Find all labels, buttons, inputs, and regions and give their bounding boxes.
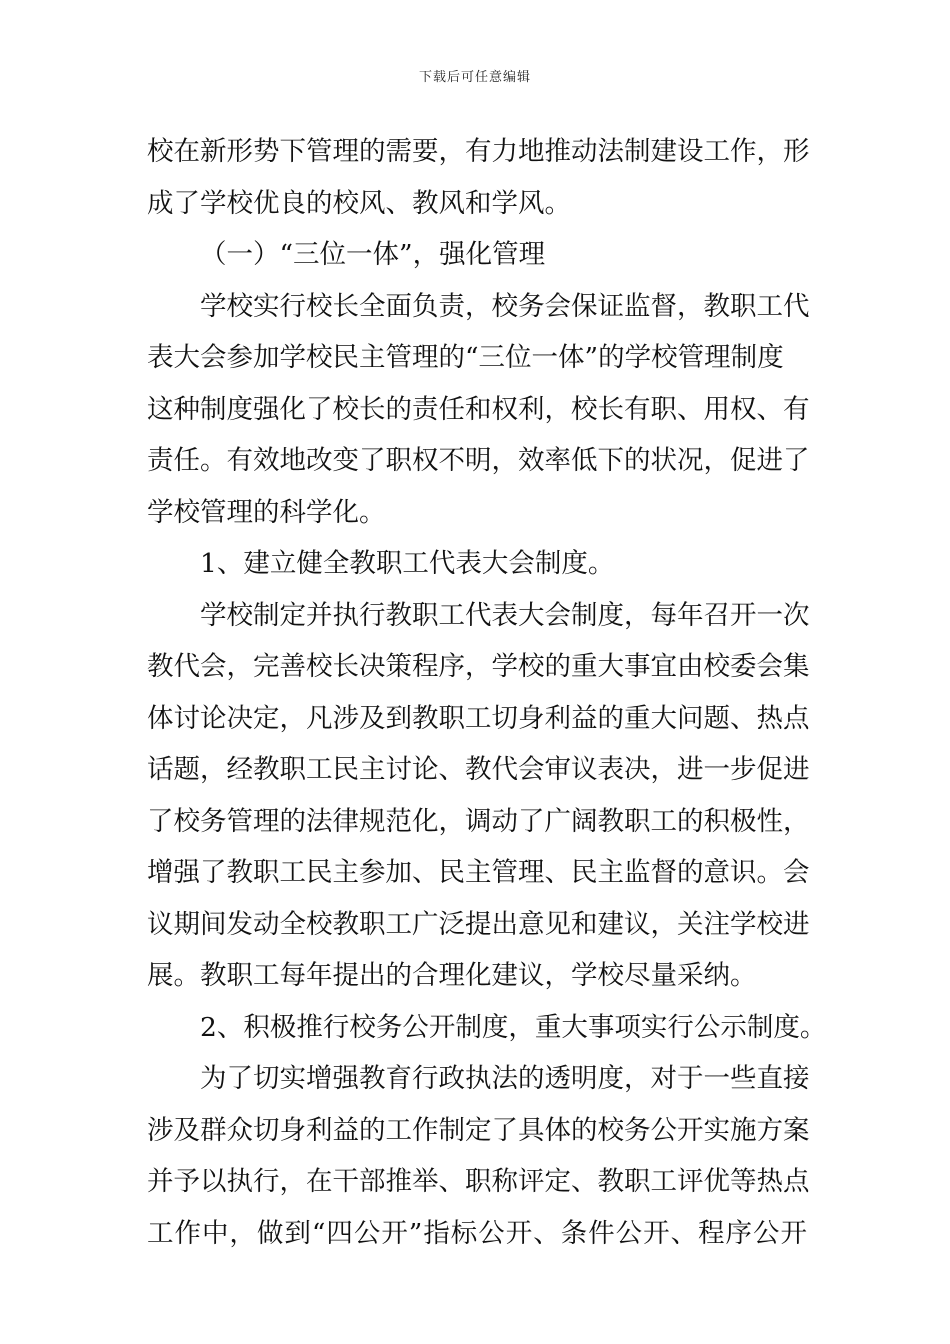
body-line: 了校务管理的法律规范化，调动了广阔教职工的积极性， [147, 805, 810, 837]
body-line: 学校实行校长全面负责，校务会保证监督，教职工代 [200, 290, 810, 322]
body-line: 增强了教职工民主参加、民主管理、民主监督的意识。会 [147, 857, 810, 888]
body-line: 责任。有效地改变了职权不明，效率低下的状况，促进了 [147, 445, 810, 476]
body-line: 教代会，完善校长决策程序，学校的重大事宜由校委会集 [147, 651, 810, 682]
body-line: 体讨论决定，凡涉及到教职工切身利益的重大问题、热点 [147, 702, 810, 734]
body-line: 工作中，做到“四公开”指标公开、条件公开、程序公开 [147, 1217, 807, 1249]
body-line: 为了切实增强教育行政执法的透明度，对于一些直接 [200, 1063, 810, 1094]
body-line: 议期间发动全校教职工广泛提出意见和建议，关注学校进 [147, 908, 810, 940]
subsection-heading: 2、积极推行校务公开制度，重大事项实行公示制度。 [200, 1011, 827, 1043]
body-line: 表大会参加学校民主管理的“三位一体”的学校管理制度 [147, 342, 784, 373]
page-header: 下载后可任意编辑 [418, 70, 531, 85]
subsection-heading: 1、建立健全教职工代表大会制度。 [200, 548, 615, 579]
body-line: 涉及群众切身利益的工作制定了具体的校务公开实施方案 [147, 1114, 810, 1146]
body-line: 这种制度强化了校长的责任和权利，校长有职、用权、有 [147, 393, 810, 425]
body-line: 学校制定并执行教职工代表大会制度，每年召开一次 [200, 599, 810, 631]
body-line: 校在新形势下管理的需要，有力地推动法制建设工作，形 [147, 136, 810, 167]
body-line: 展。教职工每年提出的合理化建议，学校尽量采纳。 [147, 960, 757, 991]
document-body [147, 126, 827, 1259]
body-line: 学校管理的科学化。 [147, 496, 386, 528]
body-line: 成了学校优良的校风、教风和学风。 [147, 187, 571, 219]
body-line: 话题，经教职工民主讨论、教代会审议表决，进一步促进 [147, 754, 810, 785]
body-line: 并予以执行，在干部推举、职称评定、教职工评优等热点 [147, 1166, 810, 1197]
section-heading: （一）“三位一体”，强化管理 [200, 239, 546, 270]
